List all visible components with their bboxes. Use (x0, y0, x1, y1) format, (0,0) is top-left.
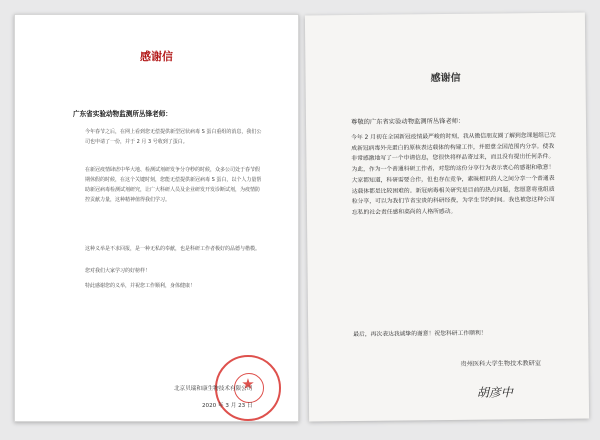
paragraph-2: 最后，再次表达我诚挚的谢意！祝您科研工作顺利！ (353, 330, 487, 338)
company-seal: ★ (215, 355, 281, 421)
signature-org: 贵州医科大学生物技术教研室 (460, 360, 542, 368)
letter-title: 感谢信 (140, 50, 173, 63)
salutation: 尊敬的广东省实验动物监测所丛锋老师： (350, 117, 465, 126)
paragraph-4: 您对我们大家学习的好榜样！ (85, 268, 151, 274)
thank-you-letter-left (14, 14, 299, 422)
letter-title: 感谢信 (430, 72, 461, 85)
paragraph-3: 这种义举是不求回报，是一种无私的奉献，也是科研工作者极好的品德与楷模。 (85, 246, 261, 252)
paragraph-1: 今年 2 月初在全国新冠疫情最严峻的时刻，我从微信朋友圈了解到您课题组已完成新冠病毒外壳蛋白的原核表达载体的构建工作，并愿意全国范围内分享。使我非常感激地写了一个申请信息，您很快将样品寄过来，而且没有提出任何条件。为此，作为一个普通科研工作者，对您的这份分享行为表示衷心的感谢和敬意！大家都知道，科研需要合作，但也存在竞争，素昧相识的人之间分享一个普通表达载体都是比较困难的。新冠病毒相关研究是目前的热点问题，您愿意将重组质粒分享，可以为我们节省宝贵的科研经费，为学生节约时间。我也被您这种公而忘私的社会责任感和高尚的人格所感动。 (351, 132, 556, 216)
thank-you-letter-right (305, 13, 589, 422)
signature-date: 2020 年 3 月 23 日 (202, 403, 253, 409)
salutation: 广东省实验动物监测所丛锋老师： (73, 110, 172, 118)
paragraph-2: 在新冠疫情肆虐中华大地、检测试剂研发争分夺秒的时候，众多公司处于春节假期休假的时候，在这个关键时刻，您能无偿提供新冠病毒 S 蛋白，以个人力量帮助新冠病毒检测试剂研究，让广大科研人员及企业研发开发诊断试剂，为疫情防控贡献力量，这种精神值得我们学习。 (85, 167, 262, 203)
paragraph-5: 特此感谢您的义举，并祝您工作顺利，身体健康！ (85, 283, 196, 289)
handwritten-signature: 胡彦中 (476, 385, 513, 400)
paragraph-1: 今年春节之后，在网上看到您无偿提供新型冠状病毒 S 蛋白重组的消息，我们公司也申请了一份，并于 2 月 3 号收到了蛋白。 (85, 129, 262, 145)
signature-org: 北京贝瑞和康生物技术有限公司 (174, 386, 253, 392)
